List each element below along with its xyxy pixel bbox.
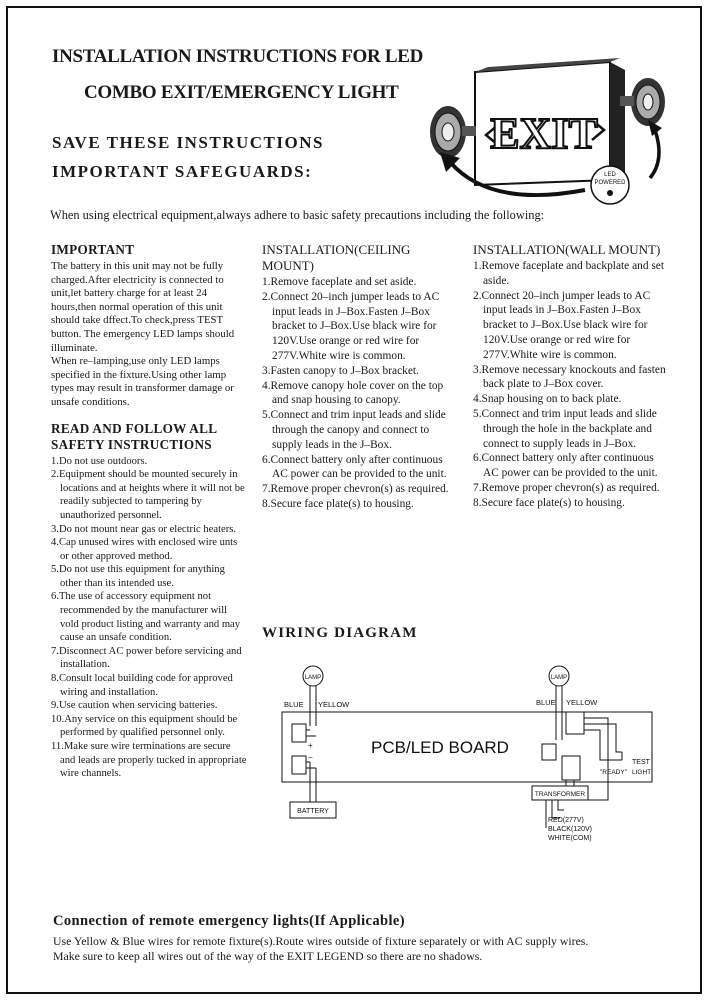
left-minus-sign: − (308, 753, 313, 762)
badge-line-2: POWERED (594, 180, 626, 186)
title-line-1: INSTALLATION INSTRUCTIONS FOR LED (52, 46, 424, 67)
right-connector-bottom (562, 756, 580, 780)
light-label: LIGHT (632, 769, 652, 776)
safety-item: 5.Do not use this equipment for anything other than its intended use. (51, 564, 225, 589)
important-para-2: When re–lamping,use only LED lamps specified in the fixture.Using other lamp types may result in transformer damage or unsafe conditions. (51, 355, 234, 408)
ceiling-step: 7.Remove proper chevron(s) as required. (262, 483, 449, 496)
safety-item: 10.Any service on this equipment should be performed by qualified personnel only. (51, 713, 238, 739)
led-bulb-icon (607, 190, 613, 196)
led-powered-badge (591, 166, 629, 204)
left-yellow-label: YELLOW (318, 700, 350, 709)
safety-item: 9.Use caution when servicing batteries. (51, 700, 218, 712)
safety-heading-1: READ AND FOLLOW ALL (51, 420, 218, 436)
connection-line-2: Make sure to keep all wires out of the way of the EXIT LEGEND so there are no shadows. (53, 949, 483, 963)
save-instructions-heading: SAVE THESE INSTRUCTIONS (52, 133, 324, 152)
ready-label: "READY" (600, 769, 628, 776)
wall-step: 1.Remove faceplate and backplate and set aside. (473, 260, 665, 287)
battery-label: BATTERY (297, 808, 329, 815)
intro-text: When using electrical equipment,always adhere to basic safety precautions including the following: (50, 208, 545, 222)
right-blue-label: BLUE (536, 698, 556, 707)
wall-step: 5.Connect and trim input leads and slide through the hole in the backplate and connect to supply leads in J–Box. (473, 407, 657, 450)
safety-item: 2.Equipment should be mounted securely in locations and at heights where it will not be readily subjected to tampering by unauthorized personnel. (51, 469, 245, 521)
safety-item: 11.Make sure wire terminations are secure and leads are properly tucked in appropriate wire channels. (51, 741, 247, 780)
ceiling-mount-column (262, 242, 458, 512)
right-lamp-label: LAMP (550, 675, 568, 681)
right-lamp-head (620, 78, 665, 126)
wall-mount-heading: INSTALLATION(WALL MOUNT) (473, 242, 661, 257)
left-blue-label: BLUE (284, 700, 304, 709)
important-heading: IMPORTANT (51, 242, 135, 257)
left-lamp-head (430, 106, 476, 158)
wall-mount-column (473, 242, 669, 511)
safety-item: 7.Disconnect AC power before servicing and installation. (51, 645, 242, 671)
wall-step: 2.Connect 20–inch jumper leads to AC input leads in J–Box.Fasten J–Box bracket to J–Box.Use black wire for 120V.Use orange or red wire for 277V.White wire is common. (473, 289, 651, 361)
safety-item: 1.Do not use outdoors. (51, 455, 148, 467)
test-label: TEST (632, 759, 650, 766)
connection-body (53, 934, 588, 964)
safety-item: 6.The use of accessory equipment not recommended by the manufacturer will vold product listing and warranty and may cause an unsafe condition. (51, 591, 241, 644)
exit-sign-illustration (420, 40, 670, 210)
ceiling-step: 1.Remove faceplate and set aside. (262, 276, 417, 288)
ceiling-step: 8.Secure face plate(s) to housing. (262, 497, 414, 510)
safety-item: 4.Cap unused wires with enclosed wire unts or other approved method. (51, 537, 238, 562)
left-column (51, 242, 247, 781)
left-plus-sign: + (308, 741, 313, 750)
ceiling-step: 6.Connect battery only after continuous AC power can be provided to the unit. (262, 453, 447, 481)
red-277v-label: RED(277V) (548, 817, 584, 824)
transformer-label: TRANSFORMER (534, 791, 586, 798)
wiring-diagram (270, 660, 670, 850)
right-connector-mid (542, 744, 556, 760)
left-lamp-label: LAMP (304, 675, 322, 681)
ceiling-step: 4.Remove canopy hole cover on the top and snap housing to canopy. (262, 379, 444, 407)
pcb-board-label: PCB/LED BOARD (371, 738, 509, 757)
safety-heading-2: SAFETY INSTRUCTIONS (51, 436, 212, 452)
important-para-1: The battery in this unit may not be fully charged.After electricity is connected to unit,let battery charge for at least 24 hours,then normal operation of this unit should take dffect.To check,press TEST button. The emergency LED lamps should illuminate. (51, 260, 235, 354)
wall-step: 4.Snap housing on to back plate. (473, 393, 622, 406)
ceiling-step: 5.Connect and trim input leads and slide through the canopy and connect to supply leads in the J–Box. (262, 409, 446, 451)
right-yellow-label: YELLOW (566, 698, 598, 707)
wall-step: 7.Remove proper chevron(s) as required. (473, 481, 660, 494)
wiring-diagram-heading: WIRING DIAGRAM (262, 625, 418, 641)
safety-item: 8.Consult local building code for approved wiring and installation. (51, 673, 233, 698)
ceiling-step: 3.Fasten canopy to J–Box bracket. (262, 364, 419, 377)
exit-legend: EXIT (490, 109, 598, 158)
white-com-label: WHITE(COM) (548, 835, 592, 842)
ceiling-mount-heading: INSTALLATION(CEILING MOUNT) (262, 242, 411, 273)
wall-step: 6.Connect battery only after continuous AC power can be provided to the unit. (473, 452, 658, 480)
title-line-2: COMBO EXIT/EMERGENCY LIGHT (84, 82, 399, 103)
safety-item: 3.Do not mount near gas or electric heaters. (51, 523, 237, 535)
important-safeguards-heading: IMPORTANT SAFEGUARDS: (52, 162, 313, 181)
ceiling-step: 2.Connect 20–inch jumper leads to AC input leads in J–Box.Fasten J–Box bracket to J–Box.Use black wire for 120V.Use orange or red wire for 277V.White wire is common. (262, 290, 440, 362)
connection-heading: Connection of remote emergency lights(If Applicable) (53, 913, 405, 929)
connection-line-1: Use Yellow & Blue wires for remote fixture(s).Route wires outside of fixture separately or with AC supply wires. (53, 934, 589, 948)
left-connector-top (292, 724, 306, 742)
wall-step: 8.Secure face plate(s) to housing. (473, 496, 625, 509)
left-connector-bottom (292, 756, 306, 774)
wall-step: 3.Remove necessary knockouts and fasten back plate to J–Box cover. (473, 363, 666, 391)
black-120v-label: BLACK(120V) (548, 826, 592, 833)
badge-line-1: LED (604, 172, 616, 178)
right-connector-top (566, 712, 584, 734)
rotation-arrow-right (650, 130, 659, 178)
sign-side-edge (610, 62, 625, 180)
